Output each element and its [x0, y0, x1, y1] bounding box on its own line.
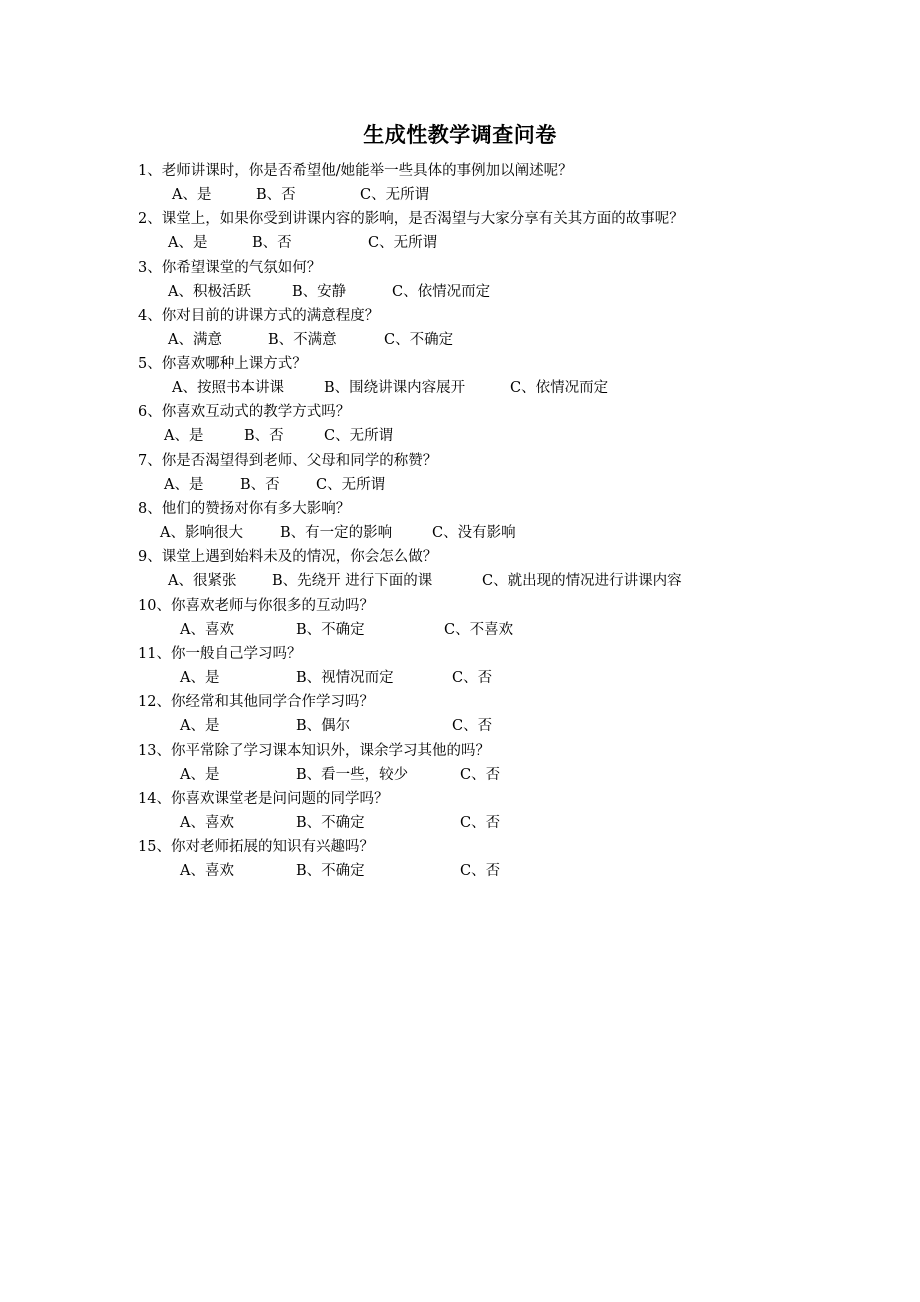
option-a: A、满意 [168, 331, 222, 348]
question-item [138, 256, 838, 304]
option-a: A、是 [168, 235, 208, 252]
option-b: B、不满意 [268, 331, 337, 348]
question-text: 5、你喜欢哪种上课方式？ [138, 356, 307, 373]
question-text: 14、你喜欢课堂老是问问题的同学吗？ [138, 790, 389, 807]
page-title: 生成性教学调查问卷 [363, 123, 557, 147]
option-a: A、影响很大 [160, 525, 243, 542]
option-b: B、否 [256, 187, 296, 203]
question-item [138, 835, 838, 883]
question-list [138, 159, 838, 883]
question-text: 3、你希望课堂的气氛如何？ [138, 259, 322, 276]
option-c: C、否 [460, 863, 501, 880]
question-text: 10、你喜欢老师与你很多的互动吗？ [138, 597, 374, 614]
question-item [138, 304, 838, 352]
option-c: C、就出现的情况进行讲课内容 [482, 573, 682, 590]
question-item [138, 739, 838, 787]
option-b: B、不确定 [296, 814, 365, 831]
question-item [138, 545, 838, 593]
option-c: C、不确定 [384, 331, 454, 348]
option-a: A、按照书本讲课 [172, 380, 284, 397]
question-text: 7、你是否渴望得到老师、父母和同学的称赞？ [138, 452, 438, 469]
question-item [138, 787, 838, 835]
option-c: C、没有影响 [432, 525, 516, 542]
option-a: A、是 [180, 669, 220, 686]
question-item [138, 690, 838, 738]
question-text: 2、课堂上，如果你受到讲课内容的影响，是否渴望与大家分享有关其方面的故事呢？ [138, 211, 684, 228]
question-item [138, 207, 838, 255]
question-item [138, 642, 838, 690]
question-item [138, 449, 838, 497]
option-b: B、不确定 [296, 863, 365, 880]
option-b: B、否 [244, 428, 284, 445]
option-a: A、积极活跃 [168, 283, 251, 300]
question-item [138, 159, 838, 207]
option-a: A、是 [172, 187, 212, 203]
option-c: C、否 [460, 814, 501, 831]
option-c: C、否 [460, 766, 501, 783]
option-c: C、依情况而定 [392, 283, 491, 300]
question-text: 13、你平常除了学习课本知识外，课余学习其他的吗？ [138, 742, 490, 759]
option-a: A、喜欢 [180, 863, 234, 880]
option-a: A、喜欢 [180, 621, 234, 638]
option-b: B、偶尔 [296, 718, 351, 735]
question-text: 9、课堂上遇到始料未及的情况，你会怎么做？ [138, 549, 438, 566]
question-item [138, 352, 838, 400]
question-text: 4、你对目前的讲课方式的满意程度？ [138, 307, 380, 324]
option-c: C、无所谓 [360, 187, 430, 203]
option-b: B、有一定的影响 [280, 525, 393, 542]
option-c: C、无所谓 [368, 235, 438, 252]
option-a: A、是 [180, 766, 220, 783]
option-a: A、是 [180, 718, 220, 735]
option-a: A、喜欢 [180, 814, 234, 831]
question-text: 15、你对老师拓展的知识有兴趣吗？ [138, 839, 374, 856]
option-b: B、视情况而定 [296, 669, 394, 686]
option-a: A、是 [164, 476, 204, 493]
option-c: C、无所谓 [316, 476, 386, 493]
option-b: B、不确定 [296, 621, 365, 638]
option-c: C、否 [452, 718, 493, 735]
question-text: 6、你喜欢互动式的教学方式吗？ [138, 404, 351, 421]
question-item [138, 400, 838, 448]
option-b: B、围绕讲课内容展开 [324, 380, 466, 397]
option-b: B、看一些，较少 [296, 766, 409, 783]
option-b: B、安静 [292, 283, 347, 300]
question-item [138, 497, 838, 545]
option-b: B、否 [252, 235, 292, 252]
option-a: A、是 [164, 428, 204, 445]
option-b: B、先绕开 进行下面的课 [272, 573, 433, 590]
question-item [138, 594, 838, 642]
option-c: C、无所谓 [324, 428, 394, 445]
option-b: B、否 [240, 476, 280, 493]
question-text: 1、老师讲课时，你是否希望他/她能举一些具体的事例加以阐述呢？ [138, 163, 573, 179]
question-text: 8、他们的赞扬对你有多大影响？ [138, 501, 351, 518]
question-text: 11、你一般自己学习吗？ [138, 645, 302, 662]
option-c: C、否 [452, 669, 493, 686]
option-c: C、不喜欢 [444, 621, 514, 638]
option-a: A、很紧张 [168, 573, 237, 590]
option-c: C、依情况而定 [510, 380, 609, 397]
question-text: 12、你经常和其他同学合作学习吗？ [138, 694, 374, 711]
